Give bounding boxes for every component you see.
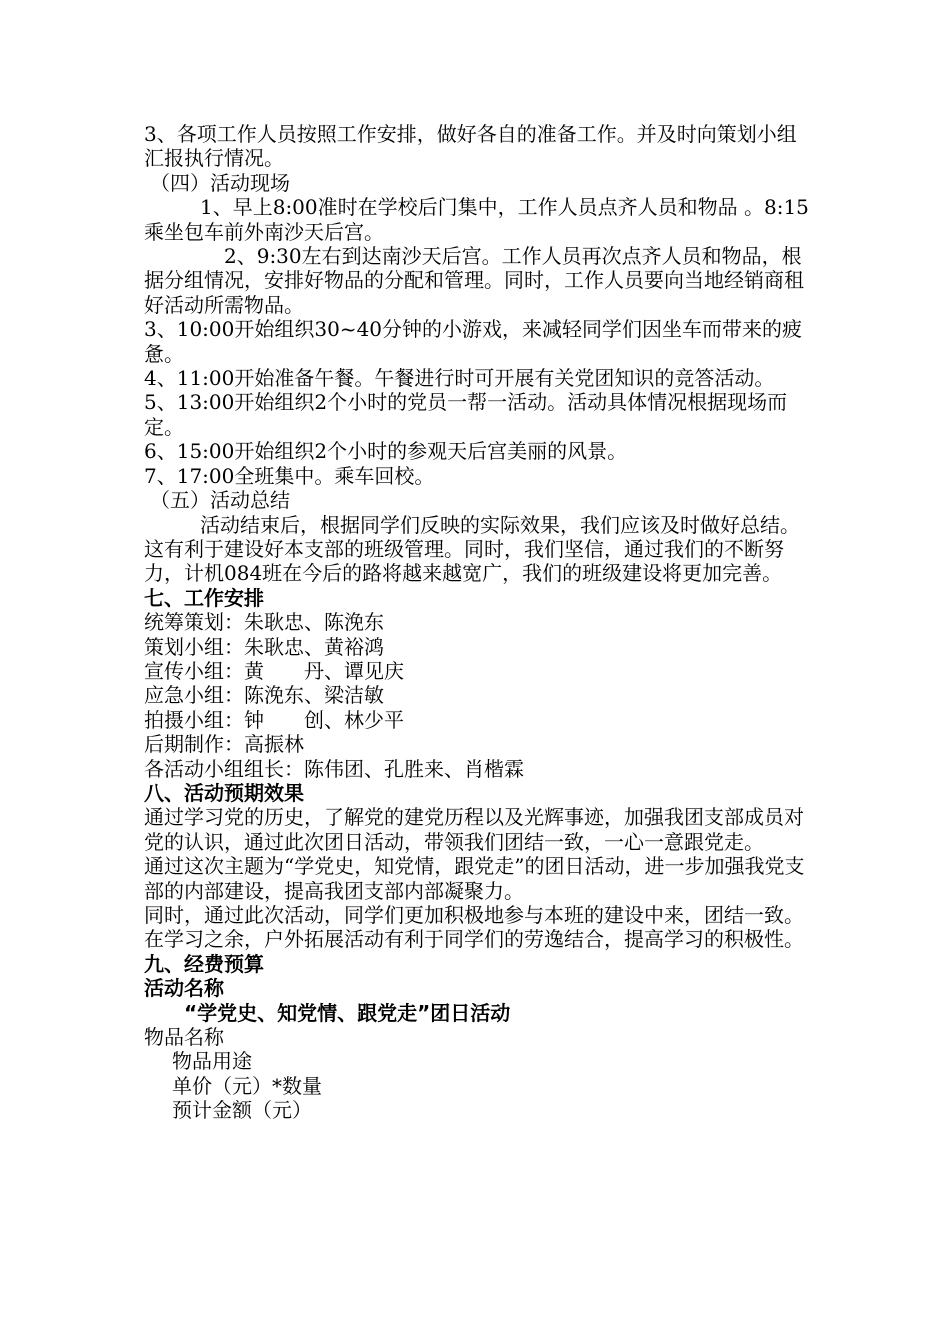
effect-paragraph: 通过学习党的历史，了解党的建党历程以及光辉事迹，加强我团支部成员对党的认识，通过此次团日活动，带领我们团结一致，一心一意跟党走。 [144, 805, 804, 854]
work-item: 拍摄小组：钟 创、林少平 [144, 707, 404, 732]
work-item: 宣传小组：黄 丹、谭见庆 [144, 658, 404, 683]
item-name-label: 物品名称 [144, 1025, 224, 1050]
summary-heading: （五）活动总结 [150, 488, 290, 513]
onsite-item-5: 5、13:00开始组织2个小时的党员一帮一活动。活动具体情况根据现场而定。 [144, 390, 788, 439]
activity-name-label: 活动名称 [144, 976, 224, 1001]
effect-paragraph: 通过这次主题为“学党史，知党情，跟党走”的团日活动，进一步加强我党支部的内部建设，提高我团支部内部凝聚力。 [144, 854, 805, 903]
onsite-item-7: 7、17:00全班集中。乘车回校。 [144, 463, 435, 488]
onsite-item-2: 2、9:30左右到达南沙天后宫。工作人员再次点齐人员和物品，根据分组情况，安排好物品的分配和管理。同时，工作人员要向当地经销商租好活动所需物品。 [144, 244, 804, 317]
work-item: 应急小组：陈浼东、梁洁敏 [144, 683, 384, 708]
onsite-item-6: 6、15:00开始组织2个小时的参观天后宫美丽的风景。 [144, 439, 628, 464]
item-use-label: 物品用途 [172, 1049, 252, 1074]
onsite-item-4: 4、11:00开始准备午餐。午餐进行时可开展有关党团知识的竞答活动。 [144, 366, 775, 391]
expected-effect-heading: 八、活动预期效果 [144, 780, 304, 805]
summary-text: 活动结束后，根据同学们反映的实际效果，我们应该及时做好总结。这有利于建设好本支部的班级管理。同时，我们坚信，通过我们的不断努力，计机084班在今后的路将越来越宽广，我们的班级建设将更加完善。 [144, 512, 800, 586]
work-arrangement-heading: 七、工作安排 [144, 585, 264, 610]
onsite-item-1: 1、早上8:00准时在学校后门集中，工作人员点齐人员和物品 。8:15乘坐包车前外南沙天后宫。 [144, 195, 809, 244]
work-item: 后期制作：高振林 [144, 732, 304, 757]
budget-heading: 九、经费预算 [144, 951, 264, 976]
work-item: 统筹策划：朱耿忠、陈浼东 [144, 610, 384, 635]
work-item: 策划小组：朱耿忠、黄裕鸿 [144, 634, 384, 659]
activity-name-value: “学党史、知党情、跟党走”团日活动 [184, 1000, 511, 1025]
estimate-label: 预计金额（元） [172, 1098, 312, 1123]
onsite-heading: （四）活动现场 [150, 170, 290, 195]
onsite-item-3: 3、10:00开始组织30~40分钟的小游戏，来减轻同学们因坐车而带来的疲惫。 [144, 317, 803, 366]
document-page [144, 122, 816, 1123]
effect-paragraph: 同时，通过此次活动，同学们更加积极地参与本班的建设中来，团结一致。在学习之余，户外拓展活动有利于同学们的劳逸结合，提高学习的积极性。 [144, 903, 804, 952]
unit-price-label: 单价（元）*数量 [172, 1073, 322, 1098]
work-item: 各活动小组组长：陈伟团、孔胜来、肖楷霖 [144, 756, 524, 781]
prep-item-3: 3、各项工作人员按照工作安排，做好各自的准备工作。并及时向策划小组汇报执行情况。 [144, 122, 797, 171]
